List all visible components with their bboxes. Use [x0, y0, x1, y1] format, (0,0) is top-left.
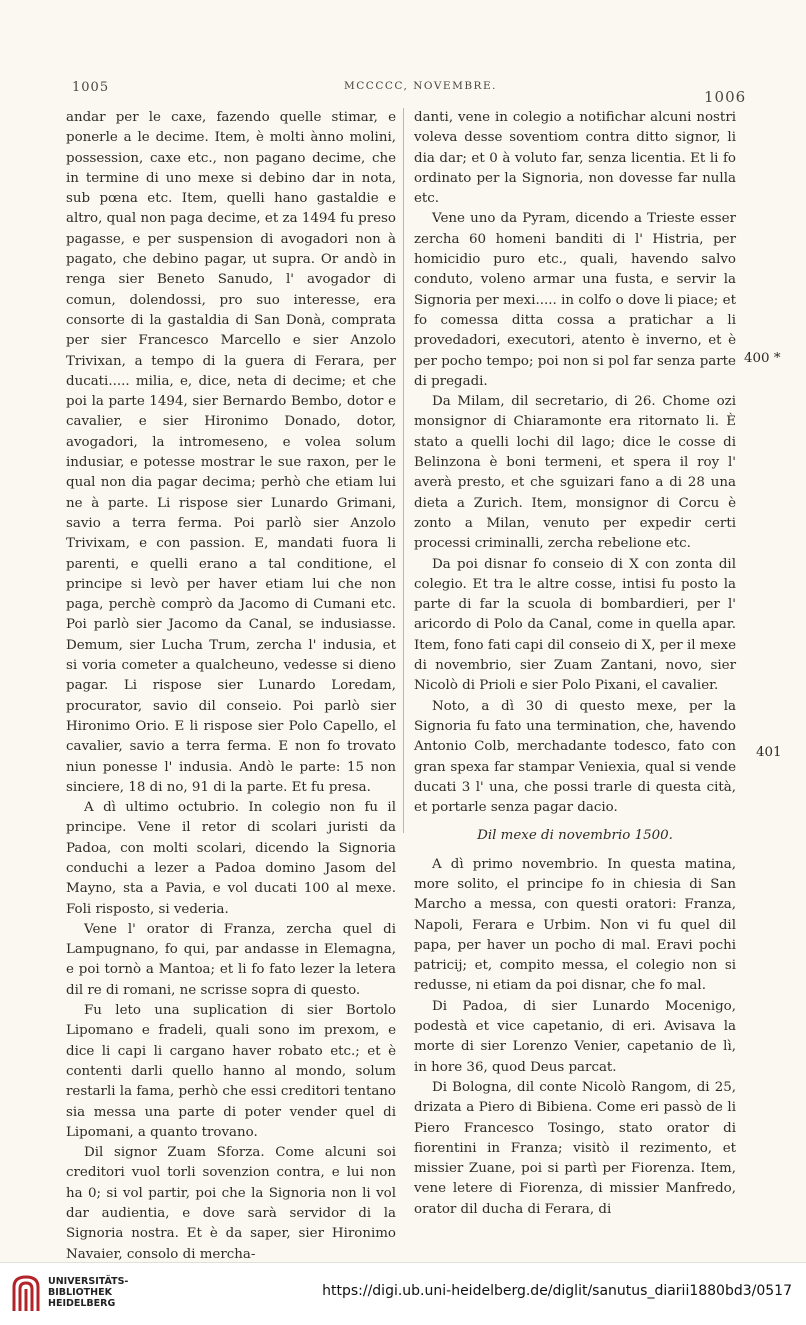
margin-number: 401: [756, 745, 782, 760]
paragraph: A dì ultimo octubrio. In colegio non fu il principe. Vene il retor di scolari juristi da Padoa, con molti scolari, dicendo la Signoria conduchi a lezer a Padoa domino Jasom del Mayno, sta a Pavia, e vol ducati 100 al mexe. Foli risposto, si vederia.: [66, 800, 396, 917]
paragraph: A dì primo novembrio. In questa matina, more solito, el principe fo in chiesia di San Marcho a messa, con questi oratori: Franza, Napoli, Ferara e Urbim. Non vi fu quel dil papa, per haver un pocho di mal. Eravi pochi patricij; et, compito messa, el colegio non si redusse, ni etiam da poi disnar, che fo mal.: [414, 856, 736, 994]
margin-number: 400 *: [744, 351, 781, 366]
page-number-right: 1006: [704, 88, 747, 106]
paragraph: Dil signor Zuam Sforza. Come alcuni soi creditori vuol torli sovenzion contra, e lui non ha 0; si vol partir, poi che la Signoria non li vol dar audientia, e dove sarà servidor di la Signoria nostra. Et è da saper, sier Hironimo Navaier, consolo di mercha-: [66, 1145, 396, 1262]
paragraph: Vene l' orator di Franza, zercha quel di Lampugnano, fo qui, par andasse in Elemagna, e poi tornò a Mantoa; et li fo fato lezer la letera dil re di romani, ne scrisse sopra di questo.: [66, 921, 396, 998]
paragraph: Da poi disnar fo conseio di X con zonta dil colegio. Et tra le altre cosse, intisi fu posto la parte di far la scuola di bombardieri, per l' aricordo di Polo da Canal, come in quella apar. Item, fono fati capi dil conseio di X, per il mexe di novembrio, sier Zuam Zantani, novo, sier Nicolò di Prioli e sier Polo Pixani, el cavalier.: [414, 556, 736, 694]
paragraph: Fu leto una suplication di sier Bortolo Lipomano e fradeli, quali sono im prexom, e dice li capi li cargano haver robato etc.; et è contenti darli quello hanno al mondo, solum restarli la fama, perhò che essi creditori tentano sia messa una parte di poter vender quel di Lipomani, a quanto trovano.: [66, 1003, 396, 1140]
paragraph: danti, vene in colegio a notifichar alcuni nostri voleva desse soventiom contra ditto signor, li dia dar; et 0 à voluto far, senza licentia. Et li fo ordinato per la Signoria, non dovesse far nulla etc.: [414, 110, 736, 207]
paragraph: andar per le caxe, fazendo quelle stimar, e ponerle a le decime. Item, è molti ànno molini, possession, caxe etc., non pagano decime, che in termine di uno mexe si debino dar in nota, sub pœna etc. Item, quelli hano gastaldie e altro, qual non paga decime, et za 1494 fu preso pagasse, e per suspension di avogadori non à pagato, che debino pagar, ut supra. Or andò in renga sier Beneto Sanudo, l' avogador di comun, dolendossi, pro suo interesse, era consorte di la gastaldia di San Donà, comprata per sier Francesco Marcello e sier Anzolo Trivixan, a tempo di la guera di Ferara, per ducati..... milia, e, dice, neta di decime; et che poi la parte 1494, sier Bernardo Bembo, dotor e cavalier, e sier Hironimo Donado, dotor, avogadori, la intromeseno, e volea solum indusiar, e potesse mostrar le sue raxon, per le qual non dia pagar decima; perhò che etiam lui ne à parte. Li rispose sier Lunardo Grimani, savio a terra ferma. Poi parlò sier Anzolo Trivixam, e con passion. E, mandati fuora li parenti, e quelli erano a tal conditione, el principe si levò per haver etiam lui che non paga, perchè comprò da Jacomo di Cumani etc. Poi parlò sier Jacomo da Canal, se indusiasse. Demum, sier Lucha Trum, zercha l' indusia, et si voria cometer a qualcheuno, vedesse si dieno pagar. Li rispose sier Lunardo Loredam, procurator, savio dil conseio. Poi parlò sier Hironimo Orio. E li rispose sier Polo Capello, el cavalier, savio a terra ferma. E non fo trovato niun ponesse l' indusia. Andò le parte: 15 non sinciere, 18 di no, 91 di la parte. Et fu presa.: [66, 110, 396, 795]
paragraph: Di Padoa, di sier Lunardo Mocenigo, podestà et vice capetanio, di eri. Avisava la morte di sier Lorenzo Venier, capetanio de lì, in hore 36, quod Deus parcat.: [414, 998, 736, 1075]
source-url[interactable]: https://digi.ub.uni-heidelberg.de/diglit/sanutus_diarii1880bd3/0517: [322, 1283, 792, 1299]
paragraph: Vene uno da Pyram, dicendo a Trieste esser zercha 60 homeni banditi di l' Histria, per homicidio puro etc., quali, havendo salvo conduto, voleno armar una fusta, e servir la Signoria per mexi..... in colfo o dove li piace; et fo comessa ditta cossa a pratichar a li provedadori, executori, atento è inverno, et è per pocho tempo; poi non si pol far senza parte di pregadi.: [414, 211, 736, 389]
running-head: MCCCCC, NOVEMBRE.: [344, 80, 497, 92]
section-heading: Dil mexe di novembrio 1500.: [477, 828, 673, 844]
viewer-footer: [0, 1262, 806, 1325]
paragraph: Noto, a dì 30 di questo mexe, per la Signoria fu fato una termination, che, havendo Antonio Colb, merchadante todesco, fato con gran spexa far stampar Veniexia, qual si vende ducati 3 l' una, che possi trarle di questa cità, et portarle senza pagar dacio.: [414, 698, 736, 816]
university-library-logo-icon: [10, 1273, 42, 1313]
paragraph: Di Bologna, dil conte Nicolò Rangom, di 25, drizata a Piero di Bibiena. Come eri passò de li Piero Francesco Tosingo, stato orator di fiorentini in Franza; visitò il rezimento, et missier Zuane, poi si partì per Fiorenza. Item, vene letere di Fiorenza, di missier Manfredo, orator dil ducha di Ferara, di: [414, 1079, 736, 1217]
page-number-left: 1005: [72, 80, 110, 95]
left-column: [66, 108, 396, 1265]
paragraph: Da Milam, dil secretario, di 26. Chome ozi monsignor di Chiaramonte era ritornato li. È stato a quelli lochi dil lago; dice le cosse di Belinzona è boni termeni, et spera il roy l' averà presto, et che sguizari fano a di 28 una dieta a Zurich. Item, monsignor di Corcu è zonto a Milan, venuto per expedir certi processi criminalli, zercha rebelione etc.: [414, 394, 736, 552]
right-column: [414, 108, 736, 1220]
library-name: UNIVERSITÄTS- BIBLIOTHEK HEIDELBERG: [48, 1276, 129, 1309]
column-divider: [403, 108, 404, 833]
